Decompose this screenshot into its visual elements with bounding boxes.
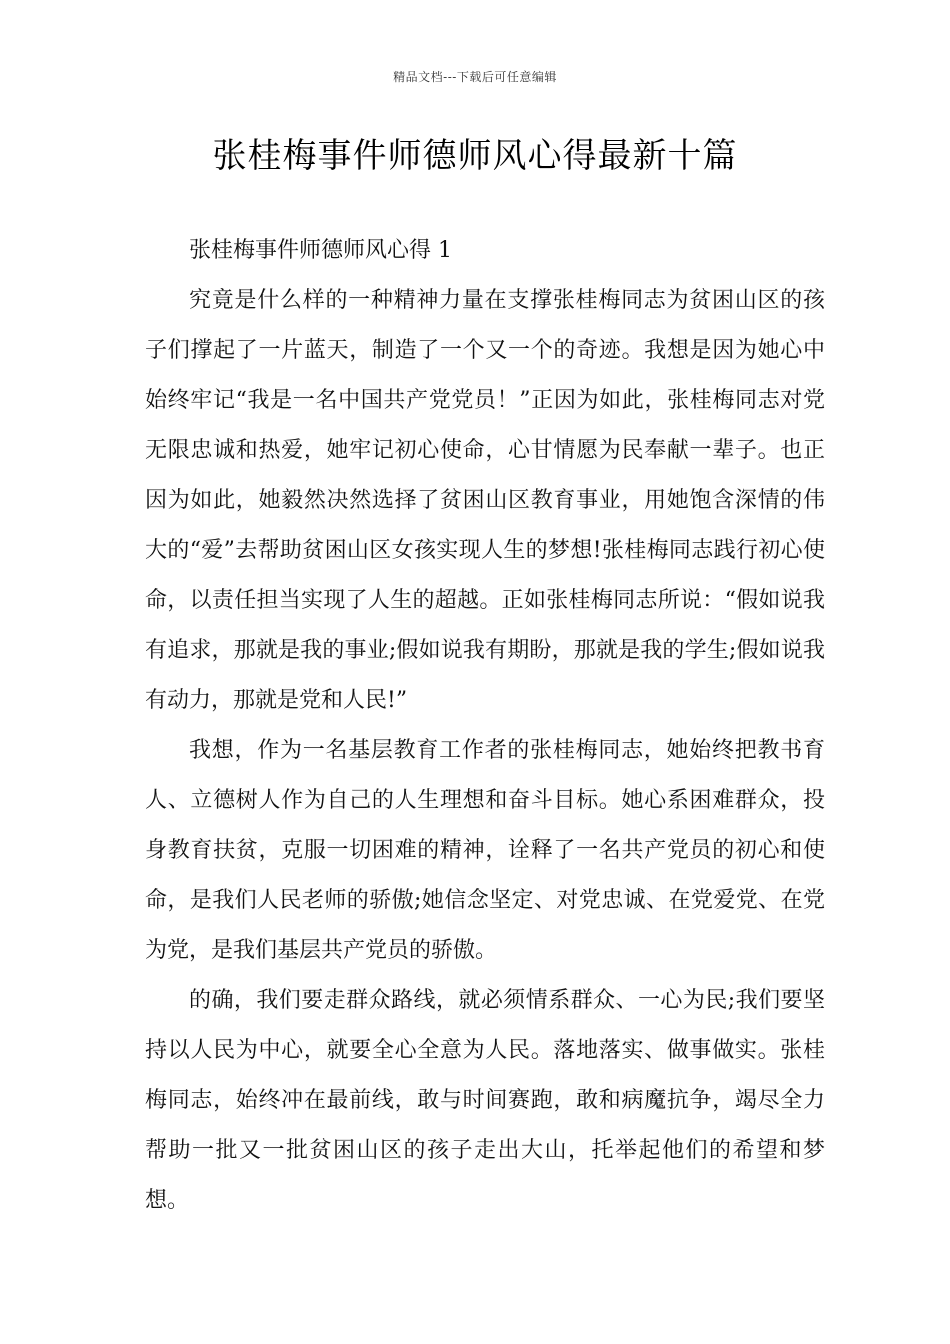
document-title: 张桂梅事件师德师风心得最新十篇 <box>212 136 738 176</box>
paragraph-3: 的确，我们要走群众路线，就必须情系群众、一心为民;我们要坚持以人民为中心，就要全心全意为人民。落地落实、做事做实。张桂梅同志，始终冲在最前线，敢与时间赛跑，敢和病魔抗争，竭尽全力帮助一批又一批贫困山区的孩子走出大山，托举起他们的希望和梦想。 <box>145 988 825 1213</box>
header-note: 精品文档---下载后可任意编辑 <box>393 70 557 84</box>
document-body <box>145 226 825 1226</box>
section-subheading: 张桂梅事件师德师风心得 1 <box>189 238 452 263</box>
paragraph-1: 究竟是什么样的一种精神力量在支撑张桂梅同志为贫困山区的孩子们撑起了一片蓝天，制造了一个又一个的奇迹。我想是因为她心中始终牢记“我是一名中国共产党党员！”正因为如此，张桂梅同志对党无限忠诚和热爱，她牢记初心使命，心甘情愿为民奉献一辈子。也正因为如此，她毅然决然选择了贫困山区教育事业，用她饱含深情的伟大的“爱”去帮助贫困山区女孩实现人生的梦想!张桂梅同志践行初心使命，以责任担当实现了人生的超越。正如张桂梅同志所说：“假如说我有追求，那就是我的事业;假如说我有期盼，那就是我的学生;假如说我有动力，那就是党和人民!” <box>145 288 825 713</box>
paragraph-2: 我想，作为一名基层教育工作者的张桂梅同志，她始终把教书育人、立德树人作为自己的人生理想和奋斗目标。她心系困难群众，投身教育扶贫，克服一切困难的精神，诠释了一名共产党员的初心和使命，是我们人民老师的骄傲;她信念坚定、对党忠诚、在党爱党、在党为党，是我们基层共产党员的骄傲。 <box>145 738 825 963</box>
